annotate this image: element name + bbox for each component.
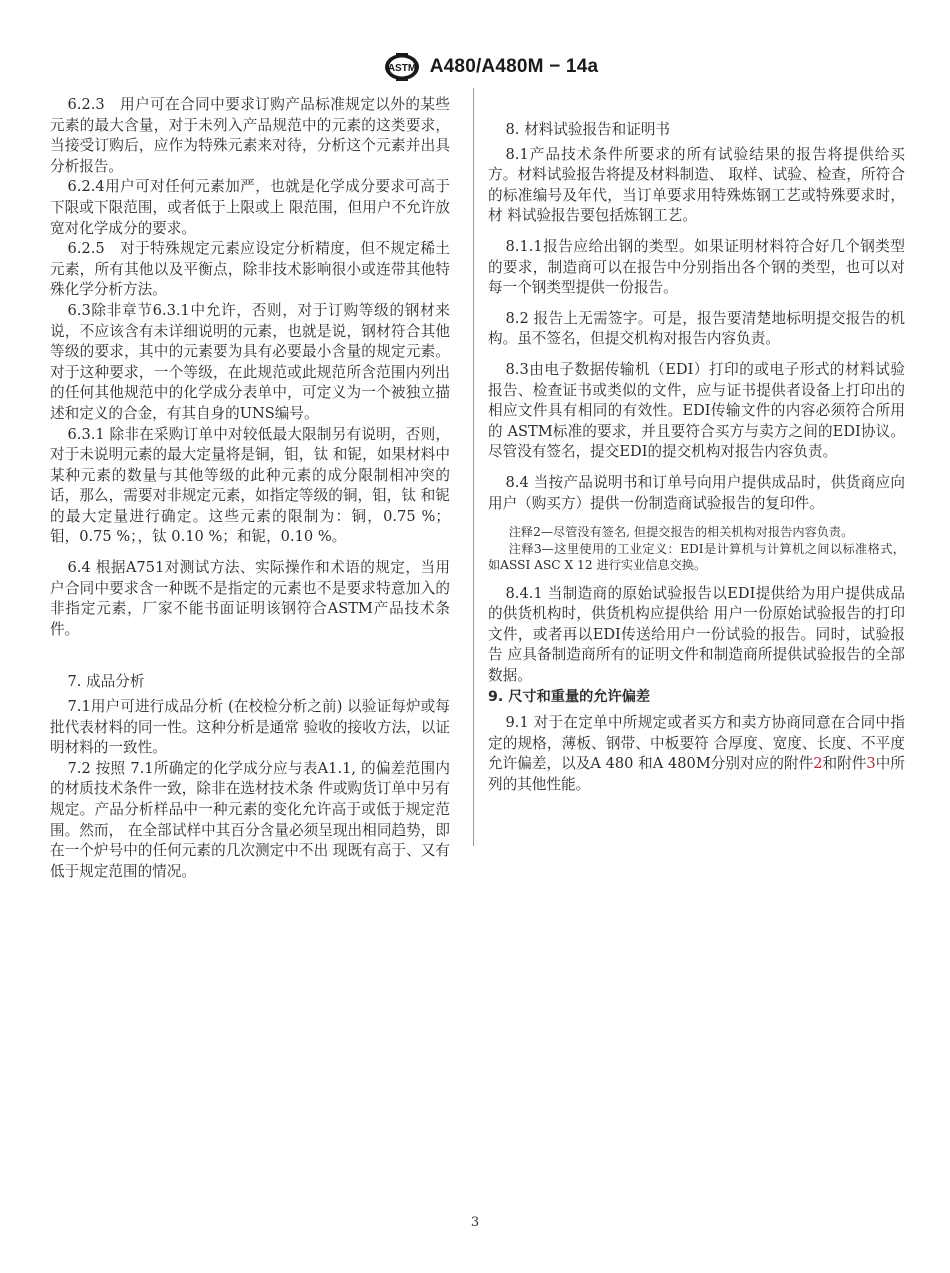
clause-6-2-4: 6.2.4用户可对任何元素加严，也就是化学成分要求可高于下限或下限范围，或者低于上限或上 限范围，但用户不允许放宽对化学成分的要求。 bbox=[50, 178, 450, 237]
clause-9-1-text-c: 中所 列的其他性能。 bbox=[488, 755, 905, 793]
note-3: 注释3—这里使用的工业定义：EDI是计算机与计算机之间以标准格式，如ASSI ASC X 12 进行实业信息交换。 bbox=[488, 541, 905, 573]
clause-8-3: 8.3由电子数据传输机（EDI）打印的或电子形式的材料试验报告、检查证书或类似的文件，应与证书提供者设备上打印出的相应文件具有相同的有效性。EDI传输文件的内容必须符合所用的 ASTM标准的要求，并且要符合买方与卖方之间的EDI协议。尽管没有签名，提交EDI的提交机构对报告内容负责。 bbox=[488, 360, 905, 461]
clause-9-1 bbox=[488, 713, 905, 795]
right-column bbox=[488, 120, 905, 796]
annex-3-link[interactable]: 3 bbox=[866, 755, 876, 773]
note-2: 注释2—尽管没有签名, 但提交报告的相关机构对报告内容负责。 bbox=[508, 525, 854, 540]
section-8-title: 8. 材料试验报告和证明书 bbox=[505, 121, 671, 138]
clause-6-4: 6.4 根据A751对测试方法、实际操作和术语的规定，当用户合同中要求含一种既不是指定的元素也不是要求特意加入的非指定元素，厂家不能书面证明该钢符合ASTM产品技术条件。 bbox=[50, 559, 450, 638]
clause-8-1: 8.1产品技术条件所要求的所有试验结果的报告将提供给买方。材料试验报告将提及材料制造、 取样、试验、检查，所符合的标准编号及年代，当订单要求用特殊炼钢工艺或特殊要求时，材 料试验报告要包括炼钢工艺。 bbox=[488, 145, 905, 225]
clause-9-1-text-a: 9.1 对于在定单中所规定或者买方和卖方协商同意在合同中指定的规格，薄板、钢带、中板要符 合厚度、宽度、长度、不平度允许偏差，以及A 480 和A 480M分别对应的附件 bbox=[488, 714, 905, 773]
clause-7-2: 7.2 按照 7.1所确定的化学成分应与表A1.1, 的偏差范围内的材质技术条件一致，除非在选材技术条 件或购货订单中另有规定。产品分析样品中一种元素的变化允许高于或低于规定范围。然而， 在全部试样中其百分含量必须呈现出相同趋势，即在一个炉号中的任何元素的几次测定中不出 现既有高于、又有低于规定范围的情况。 bbox=[50, 759, 450, 880]
clause-7-1: 7.1用户可进行成品分析 (在校检分析之前) 以验证每炉或每批代表材料的同一性。这种分析是通常 验收的接收方法，以证明材料的一致性。 bbox=[50, 698, 450, 757]
section-7-title: 7. 成品分析 bbox=[67, 673, 145, 691]
clause-6-2-5: 6.2.5 对于特殊规定元素应设定分析精度，但不规定稀土元素，所有其他以及平衡点，除非技术影响很小或连带其他特殊化学分析方法。 bbox=[50, 240, 450, 299]
clause-6-2-3: 6.2.3 用户可在合同中要求订购产品标准规定以外的某些元素的最大含量，对于未列入产品规范中的元素的这类要求，当接受订购后，应作为特殊元素来对待，分析这个元素并出具分析报告。 bbox=[50, 96, 450, 175]
section-9-title: 9. 尺寸和重量的允许偏差 bbox=[488, 688, 651, 705]
clause-8-2: 8.2 报告上无需签字。可是，报告要清楚地标明提交报告的机构。虽不签名，但提交机构对报告内容负责。 bbox=[488, 309, 905, 348]
left-column bbox=[50, 95, 450, 882]
page-number: 3 bbox=[470, 1215, 480, 1230]
clause-8-1-1: 8.1.1报告应给出钢的类型。如果证明材料符合好几个钢类型的要求，制造商可以在报告中分别指出各个钢的类型，也可以对每一个钢类型提供一份报告。 bbox=[488, 237, 905, 297]
document-id: A480/A480M − 14a bbox=[429, 56, 599, 77]
astm-logo-icon bbox=[382, 52, 422, 82]
annex-2-link[interactable]: 2 bbox=[813, 755, 823, 773]
column-divider bbox=[473, 88, 474, 846]
clause-6-3: 6.3除非章节6.3.1中允许，否则，对于订购等级的钢材来说，不应该含有未详细说明的元素，也就是说，钢材符合其他等级的要求，其中的元素要为具有必要最小含量的规定元素。对于这种要求，一个等级，在此规范或此规范所含范围内列出的任何其他规范中的化学成分表单中，可定义为一个被独立描述和定义的合金，有其自身的UNS编号。 bbox=[50, 301, 450, 422]
clause-8-4: 8.4 当按产品说明书和订单号向用户提供成品时，供货商应向用户（购买方）提供一份制造商试验报告的复印件。 bbox=[488, 473, 905, 512]
clause-8-4-1: 8.4.1 当制造商的原始试验报告以EDI提供给为用户提供成品的供货机构时，供货机构应提供给 用户一份原始试验报告的打印文件，或者再以EDI传送给用户一份试验的报告。同时，试验报告 应具备制造商所有的证明文件和制造商所提供试验报告的全部数据。 bbox=[488, 584, 905, 684]
clause-6-3-1: 6.3.1 除非在采购订单中对较低最大限制另有说明，否则，对于未说明元素的最大定量将是铜，钼，钛 和铌，如果材料中某种元素的数量与其他等级的此种元素的成分限制相冲突的话，那么，需要对非规定元素，如指定等级的铜，钼，钛 和铌的最大定量进行确定。这些元素的限制为：铜，0.75 %；钼，0.75 %；，钛 0.10 %；和铌，0.10 %。 bbox=[50, 425, 450, 546]
clause-9-1-text-b: 和附件 bbox=[822, 755, 867, 773]
page-header bbox=[0, 52, 950, 82]
svg-text:ASTM: ASTM bbox=[387, 63, 416, 74]
